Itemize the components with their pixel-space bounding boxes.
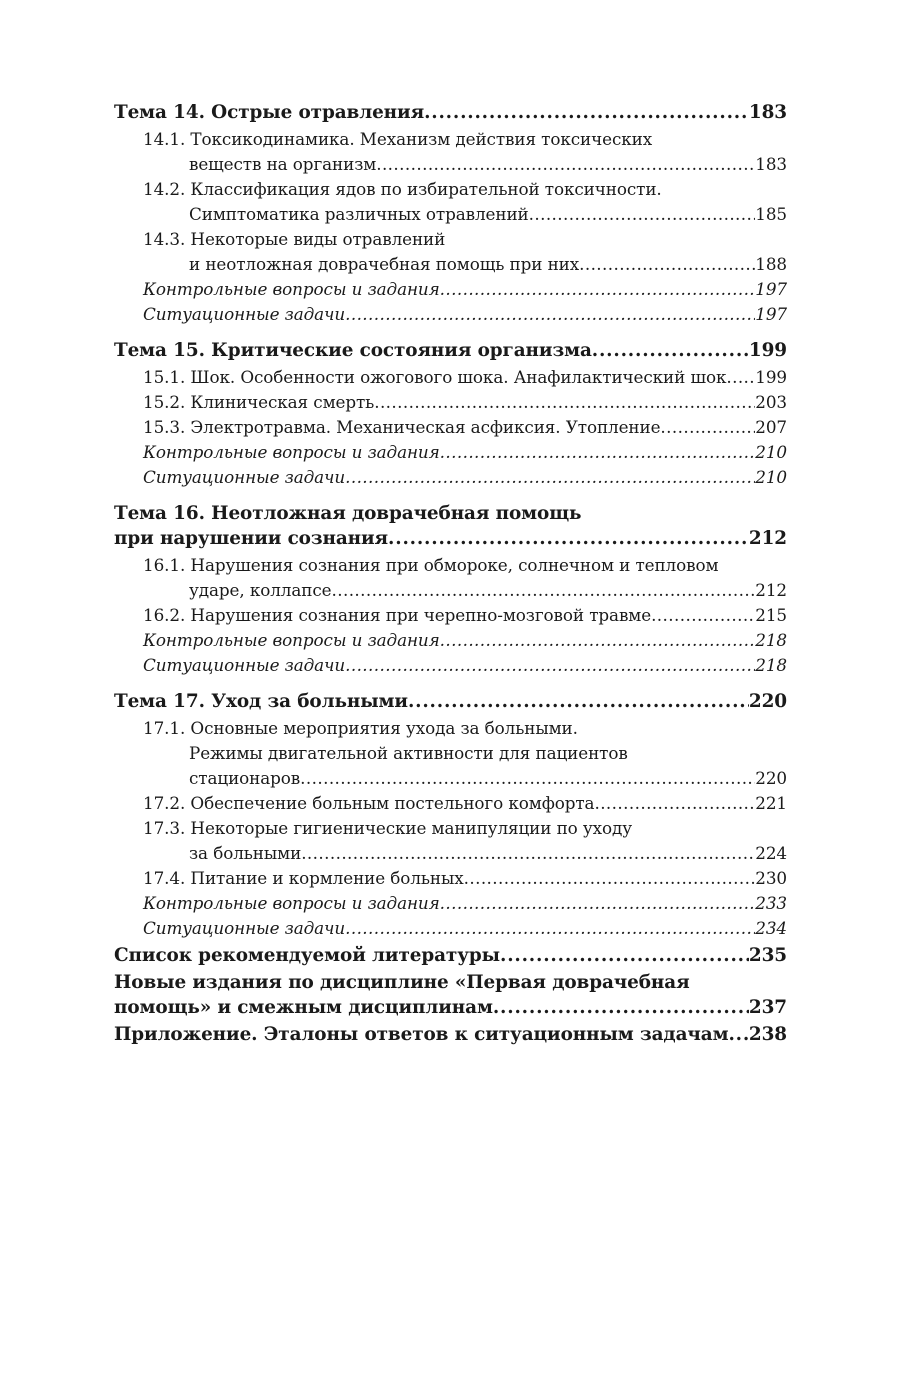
toc-questions-16[interactable] [114, 628, 787, 653]
dot-leader [345, 916, 755, 941]
toc-entry-14-3[interactable] [114, 227, 787, 277]
topic-title-cont: помощь» и смежным дисциплинам [114, 997, 493, 1018]
page-number: 238 [748, 1024, 787, 1045]
toc-topic-14[interactable] [114, 100, 787, 125]
page-number: 183 [748, 102, 787, 123]
dot-leader [388, 526, 749, 551]
toc-entry-15-3[interactable] [114, 415, 787, 440]
toc-questions-15[interactable] [114, 440, 787, 465]
entry-title-cont: стационаров [189, 768, 301, 788]
page-number: 218 [755, 630, 787, 650]
entry-title: 15.1. Шок. Особенности ожогового шока. Анафилактический шок [143, 367, 727, 387]
page-number: 197 [755, 279, 787, 299]
page-number: 218 [755, 655, 787, 675]
page-number: 210 [755, 467, 787, 487]
dot-leader [345, 302, 755, 327]
dot-leader [424, 100, 749, 125]
dot-leader [592, 338, 749, 363]
toc-entry-15-2[interactable] [114, 390, 787, 415]
page-number: 199 [755, 367, 787, 387]
toc-entry-14-1[interactable] [114, 127, 787, 177]
toc-tasks-15[interactable] [114, 465, 787, 490]
dot-leader [726, 365, 755, 390]
page-number: 188 [755, 254, 787, 274]
toc-topic-16[interactable] [114, 501, 787, 551]
dot-leader [660, 415, 755, 440]
page-number: 199 [748, 340, 787, 361]
entry-title-cont: веществ на организм [189, 154, 377, 174]
toc-questions-14[interactable] [114, 277, 787, 302]
entry-title: 17.3. Некоторые гигиенические манипуляции по уходу [143, 818, 633, 838]
entry-title: 14.3. Некоторые виды отравлений [143, 229, 446, 249]
dot-leader [579, 252, 755, 277]
topic-title: Тема 14. Острые отравления [114, 102, 425, 123]
page-number: 230 [755, 868, 787, 888]
topic-title: Тема 15. Критические состояния организма [114, 340, 592, 361]
entry-title: 17.2. Обеспечение больным постельного комфорта [143, 793, 595, 813]
dot-leader [374, 390, 755, 415]
toc-appendix[interactable] [114, 1022, 787, 1047]
page-number: 221 [755, 793, 787, 813]
page-number: 234 [755, 918, 787, 938]
toc-literature[interactable] [114, 943, 787, 968]
entry-title: Ситуационные задачи [143, 304, 346, 324]
page-number: 185 [755, 204, 787, 224]
entry-title: 16.2. Нарушения сознания при черепно-мозговой травме [143, 605, 652, 625]
entry-title-cont: Режимы двигательной активности для пациентов [189, 743, 628, 763]
topic-title: Список рекомендуемой литературы [114, 945, 500, 966]
topic-title: Тема 16. Неотложная доврачебная помощь [114, 503, 582, 524]
page-number: 197 [755, 304, 787, 324]
entry-title-cont: ударе, коллапсе [189, 580, 332, 600]
topic-title-cont: при нарушении сознания [114, 528, 389, 549]
page-number: 215 [755, 605, 787, 625]
page-number: 237 [748, 997, 787, 1018]
page-number: 207 [755, 417, 787, 437]
table-of-contents [114, 100, 787, 1047]
toc-entry-17-3[interactable] [114, 816, 787, 866]
entry-title: Контрольные вопросы и задания [143, 630, 440, 650]
entry-title: 14.2. Классификация ядов по избирательной токсичности. [143, 179, 662, 199]
page-number: 212 [748, 528, 787, 549]
entry-title: Ситуационные задачи [143, 918, 346, 938]
dot-leader [301, 841, 755, 866]
entry-title: Контрольные вопросы и задания [143, 279, 440, 299]
entry-title: Ситуационные задачи [143, 655, 346, 675]
dot-leader [300, 766, 755, 791]
dot-leader [440, 628, 756, 653]
entry-title: 17.1. Основные мероприятия ухода за больными. [143, 718, 578, 738]
dot-leader [440, 440, 756, 465]
entry-title: 16.1. Нарушения сознания при обмороке, солнечном и тепловом [143, 555, 719, 575]
toc-entry-17-4[interactable] [114, 866, 787, 891]
dot-leader [440, 277, 756, 302]
page-number: 203 [755, 392, 787, 412]
dot-leader [408, 689, 749, 714]
toc-topic-15[interactable] [114, 338, 787, 363]
entry-title: 15.3. Электротравма. Механическая асфиксия. Утопление [143, 417, 661, 437]
toc-entry-16-2[interactable] [114, 603, 787, 628]
dot-leader [493, 995, 749, 1020]
toc-topic-17[interactable] [114, 689, 787, 714]
entry-title-cont: Симптоматика различных отравлений [189, 204, 529, 224]
dot-leader [728, 1022, 748, 1047]
topic-title: Тема 17. Уход за больными [114, 691, 408, 712]
dot-leader [464, 866, 756, 891]
entry-title: 14.1. Токсикодинамика. Механизм действия токсических [143, 129, 653, 149]
toc-entry-14-2[interactable] [114, 177, 787, 227]
page-number: 220 [755, 768, 787, 788]
entry-title-cont: за больными [189, 843, 302, 863]
toc-new-editions[interactable] [114, 970, 787, 1020]
entry-title: Контрольные вопросы и задания [143, 442, 440, 462]
toc-entry-17-1[interactable] [114, 716, 787, 791]
toc-entry-15-1[interactable] [114, 365, 787, 390]
dot-leader [332, 578, 756, 603]
page-number: 210 [755, 442, 787, 462]
page-number: 235 [748, 945, 787, 966]
toc-entry-17-2[interactable] [114, 791, 787, 816]
page-number: 233 [755, 893, 787, 913]
topic-title: Приложение. Эталоны ответов к ситуационным задачам [114, 1024, 729, 1045]
entry-title: Ситуационные задачи [143, 467, 346, 487]
toc-questions-17[interactable] [114, 891, 787, 916]
dot-leader [440, 891, 756, 916]
page-number: 224 [755, 843, 787, 863]
dot-leader [529, 202, 756, 227]
entry-title: 17.4. Питание и кормление больных [143, 868, 464, 888]
dot-leader [594, 791, 755, 816]
dot-leader [651, 603, 755, 628]
toc-tasks-16[interactable] [114, 653, 787, 678]
entry-title-cont: и неотложная доврачебная помощь при них [189, 254, 580, 274]
toc-tasks-17[interactable] [114, 916, 787, 941]
topic-title: Новые издания по дисциплине «Первая доврачебная [114, 972, 690, 993]
dot-leader [500, 943, 749, 968]
entry-title: Контрольные вопросы и задания [143, 893, 440, 913]
dot-leader [376, 152, 755, 177]
page-number: 183 [755, 154, 787, 174]
dot-leader [345, 653, 755, 678]
dot-leader [345, 465, 755, 490]
toc-tasks-14[interactable] [114, 302, 787, 327]
toc-entry-16-1[interactable] [114, 553, 787, 603]
page-number: 212 [755, 580, 787, 600]
page-number: 220 [748, 691, 787, 712]
entry-title: 15.2. Клиническая смерть [143, 392, 375, 412]
